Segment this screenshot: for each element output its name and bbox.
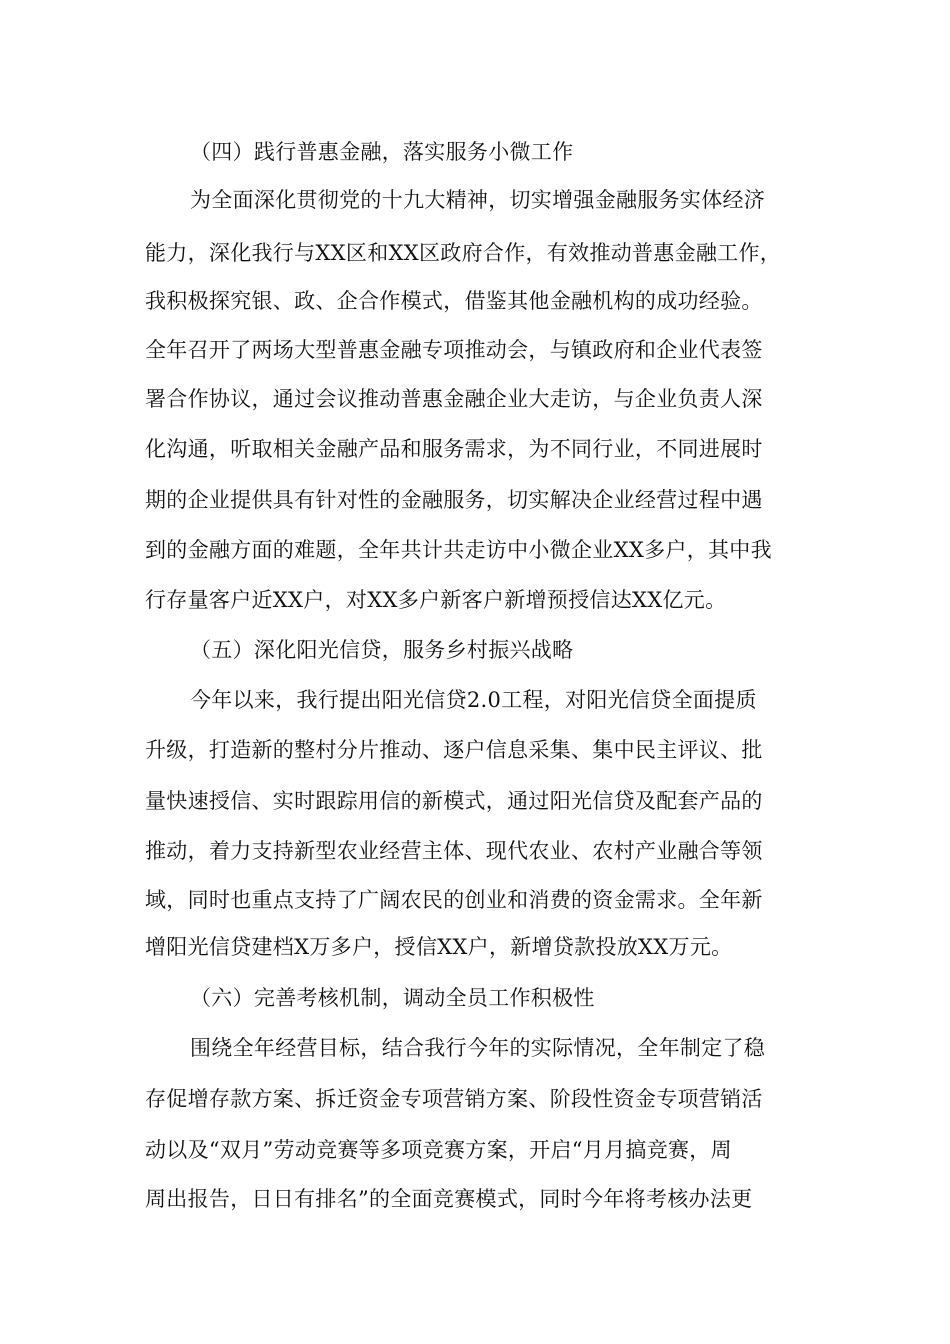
section-heading-4: （四）践行普惠金融，落实服务小微工作	[190, 140, 574, 164]
paragraph-line: 期的企业提供具有针对性的金融服务，切实解决企业经营过程中遇	[145, 488, 763, 512]
paragraph-line: 推动，着力支持新型农业经营主体、现代农业、农村产业融合等领	[145, 839, 763, 863]
section-heading-5: （五）深化阳光信贷，服务乡村振兴战略	[190, 638, 574, 662]
paragraph-line: 能力，深化我行与XX区和XX区政府合作，有效推动普惠金融工作，	[145, 241, 782, 265]
paragraph-line: 增阳光信贷建档X万多户，授信XX户，新增贷款投放XX万元。	[145, 935, 733, 959]
section-heading-6: （六）完善考核机制，调动全员工作积极性	[190, 986, 595, 1010]
paragraph-line: 围绕全年经营目标，结合我行今年的实际情况，全年制定了稳	[190, 1036, 766, 1060]
paragraph-line: 全年召开了两场大型普惠金融专项推动会，与镇政府和企业代表签	[145, 338, 763, 362]
paragraph-line: 我积极探究银、政、企合作模式，借鉴其他金融机构的成功经验。	[145, 289, 763, 313]
paragraph-line: 域，同时也重点支持了广阔农民的创业和消费的资金需求。全年新	[145, 888, 763, 912]
paragraph-line: 署合作协议，通过会议推动普惠金融企业大走访，与企业负责人深	[145, 387, 763, 411]
paragraph-line: 行存量客户近XX户，对XX多户新客户新增预授信达XX亿元。	[145, 588, 727, 612]
paragraph-line: 动以及“双月”劳动竞赛等多项竞赛方案，开启“月月搞竞赛，周	[145, 1138, 732, 1162]
paragraph-line: 量快速授信、实时跟踪用信的新模式，通过阳光信贷及配套产品的	[145, 789, 763, 813]
paragraph-line: 升级，打造新的整村分片推动、逐户信息采集、集中民主评议、批	[145, 738, 763, 762]
paragraph-line: 存促增存款方案、拆迁资金专项营销方案、阶段性资金专项营销活	[145, 1087, 763, 1111]
paragraph-line: 今年以来，我行提出阳光信贷2.0工程，对阳光信贷全面提质	[190, 688, 757, 712]
paragraph-line: 周出报告，日日有排名”的全面竞赛模式，同时今年将考核办法更	[145, 1187, 753, 1211]
paragraph-line: 为全面深化贯彻党的十九大精神，切实增强金融服务实体经济	[190, 188, 766, 212]
paragraph-line: 化沟通，听取相关金融产品和服务需求，为不同行业，不同进展时	[145, 437, 763, 461]
paragraph-line: 到的金融方面的难题，全年共计共走访中小微企业XX多户，其中我	[145, 538, 772, 562]
